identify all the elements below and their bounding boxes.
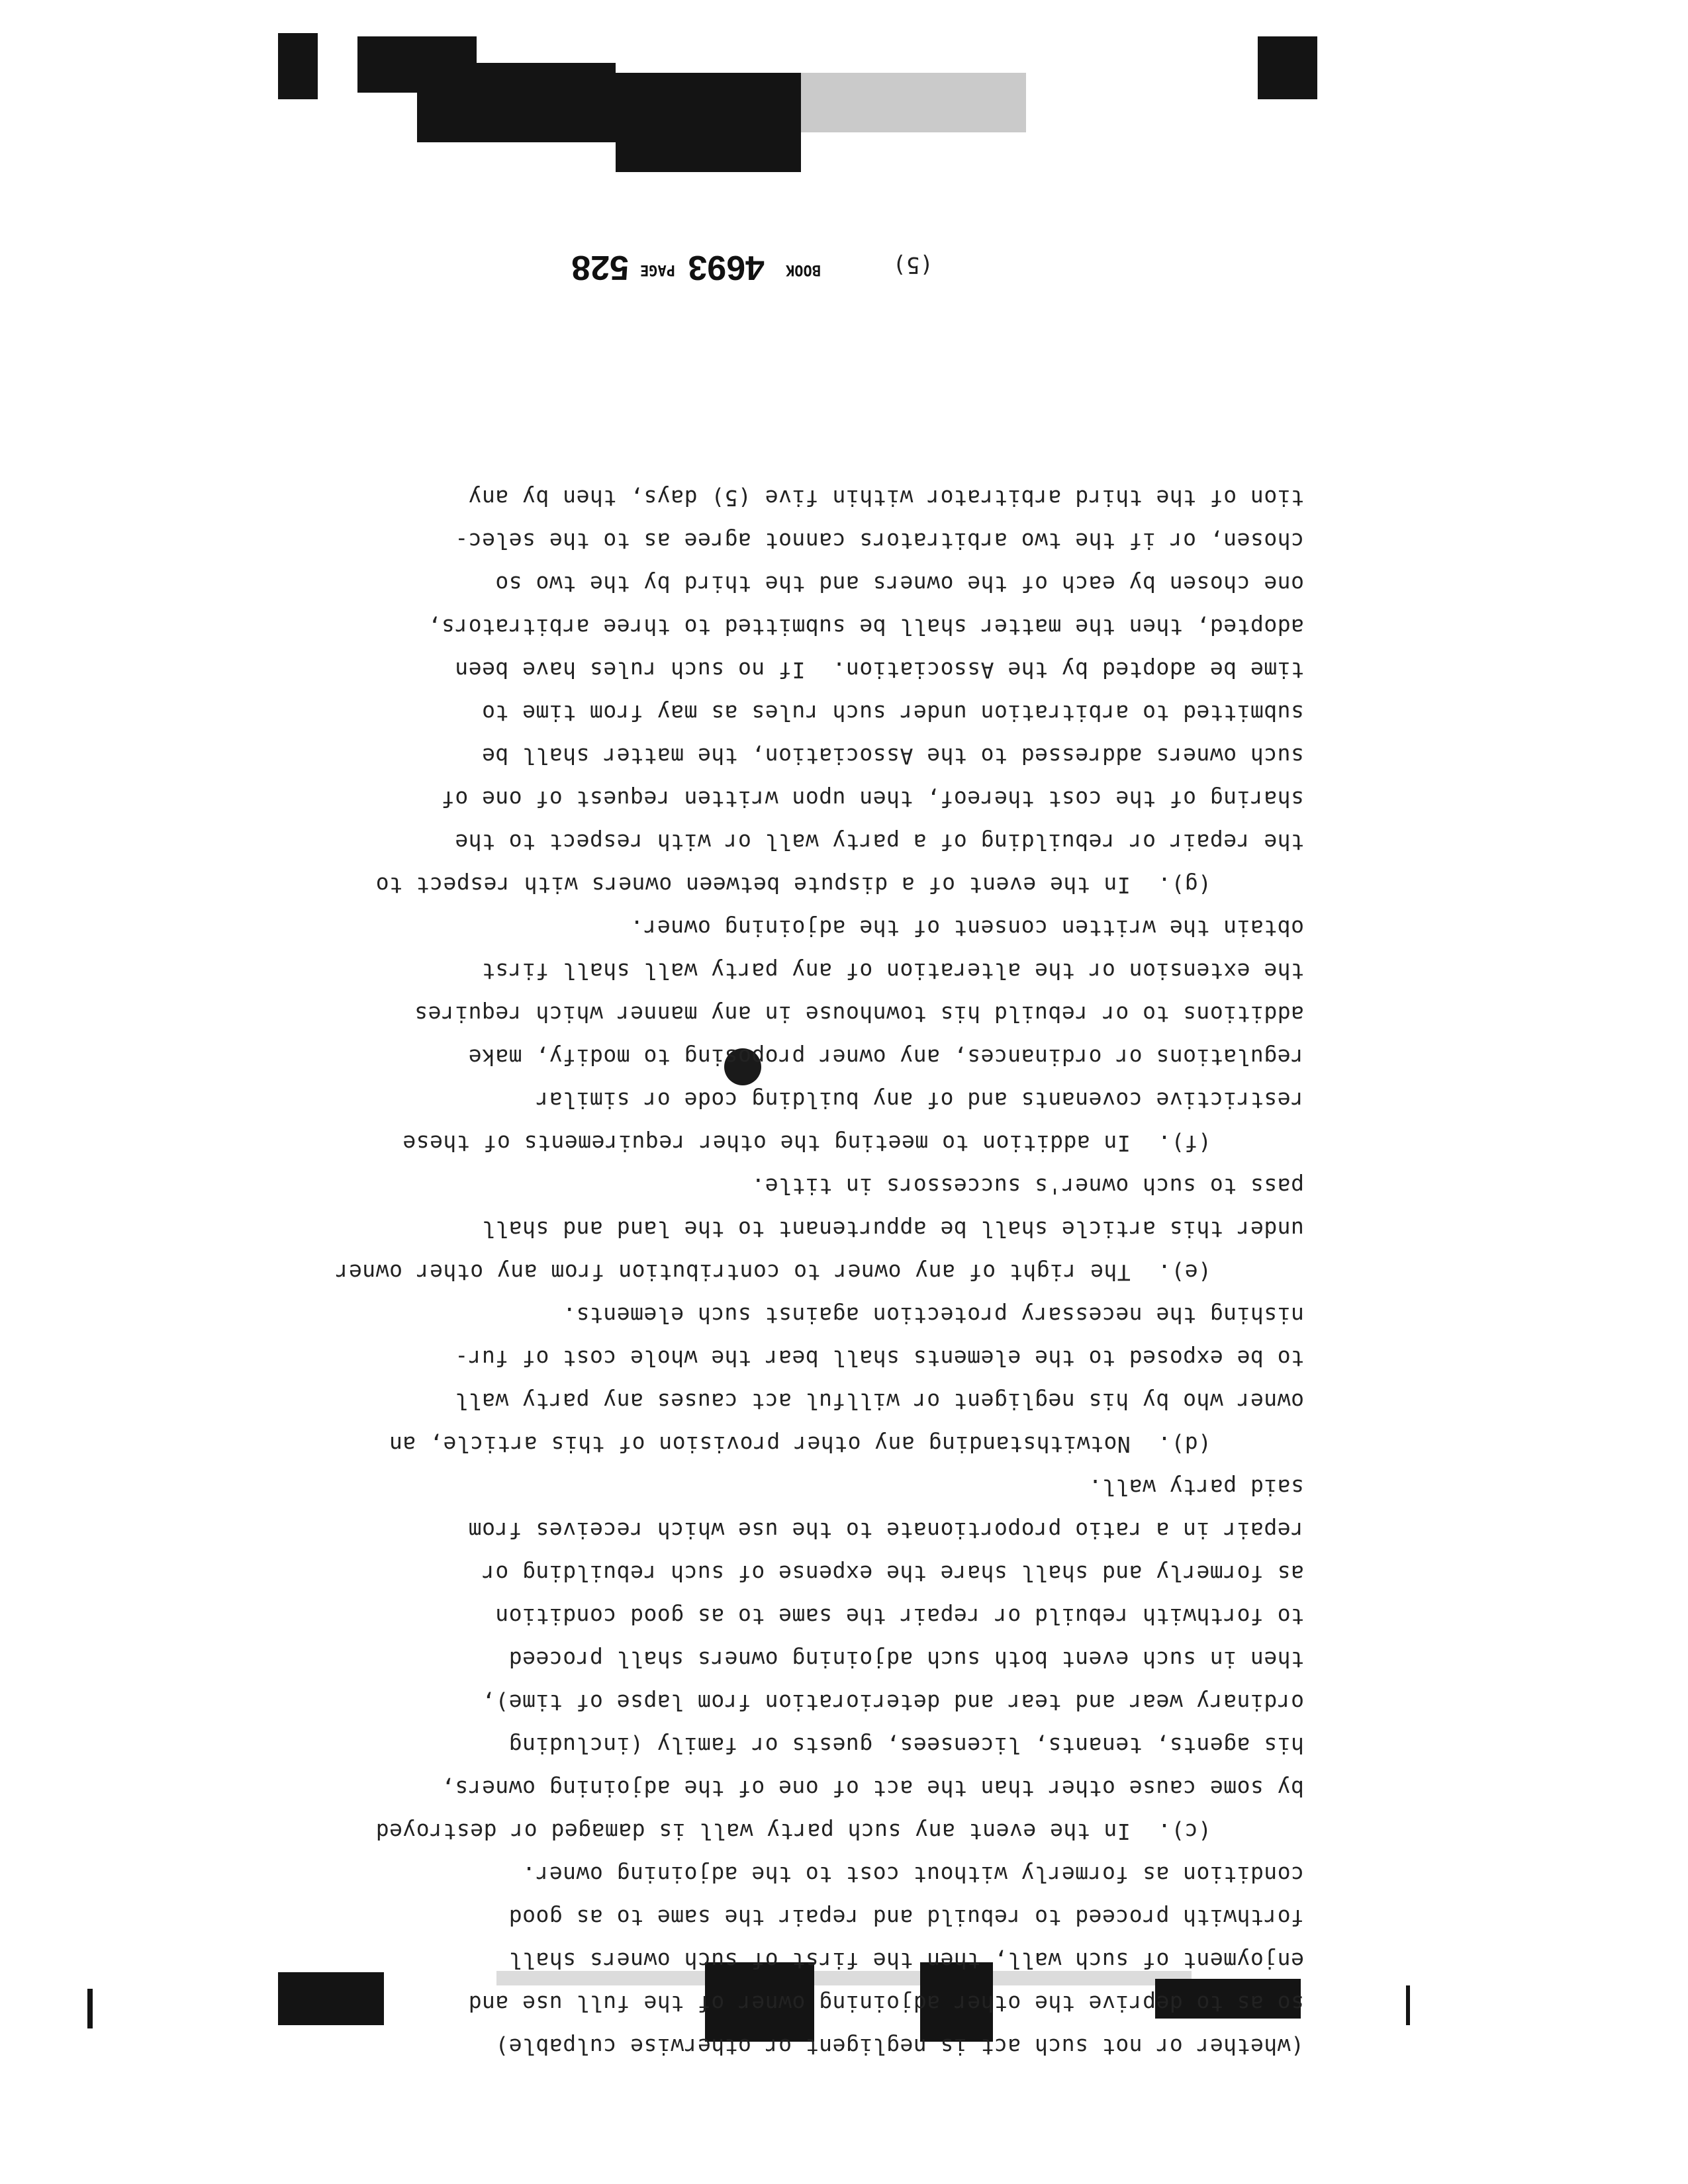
- text-line: restrictive covenants and of any building code or similar: [536, 1087, 1304, 1113]
- paragraph-start: (d). Notwithstanding any other provision of this article, an: [389, 1432, 1211, 1457]
- text-line: pass to such owner's successors in title.: [751, 1173, 1304, 1199]
- text-line: the repair or rebuilding of a party wall or with respect to the: [454, 829, 1304, 855]
- paragraph-start: (f). In addition to meeting the other requirements of these: [402, 1130, 1211, 1156]
- text-line: additions to or rebuild his townhouse in any manner which requires: [414, 1001, 1304, 1027]
- text-line: submitted to arbitration under such rules as may from time to: [481, 700, 1304, 726]
- text-line: by some cause other than the act of one of the adjoining owners,: [441, 1776, 1304, 1801]
- text-line: obtain the written consent of the adjoining owner.: [630, 915, 1304, 941]
- scan-smudge: [801, 73, 1026, 132]
- book-number: 4693: [688, 248, 765, 287]
- registration-mark: [616, 73, 801, 172]
- page-footer-stamp: [0, 232, 1688, 285]
- text-line: time be adopted by the Association. If no such rules have been: [454, 657, 1304, 683]
- registration-mark: [1406, 1985, 1410, 2025]
- paragraph-start: (c). In the event any such party wall is damaged or destroyed: [375, 1819, 1211, 1844]
- registration-mark: [357, 36, 477, 93]
- document-body: [232, 477, 1304, 2068]
- text-line: to be exposed to the elements shall bear the whole cost of fur-: [454, 1345, 1304, 1371]
- text-line: the extension or the alteration of any party wall shall first: [481, 958, 1304, 984]
- text-line: (whether or not such act is negligent or otherwise culpable): [494, 2034, 1304, 2060]
- paragraph-start: (e). The right of any owner to contribution from any other owner: [335, 1259, 1211, 1285]
- text-line: his agents, tenants, licensees, guests or family (including: [508, 1733, 1304, 1758]
- text-line: condition as formerly without cost to the adjoining owner.: [522, 1862, 1304, 1888]
- text-line: repair in a ratio proportionate to the use which receives from: [468, 1518, 1304, 1543]
- text-line: adopted, then the matter shall be submitted to three arbitrators,: [428, 614, 1304, 640]
- registration-mark: [87, 1989, 93, 2028]
- page-value: 528: [571, 248, 629, 287]
- text-line: forthwith proceed to rebuild and repair the same to as good: [508, 1905, 1304, 1931]
- text-line: ordinary wear and tear and deterioration from lapse of time),: [481, 1690, 1304, 1715]
- text-line: such owners addressed to the Association, the matter shall be: [481, 743, 1304, 769]
- paragraph-start: (g). In the event of a dispute between owners with respect to: [375, 872, 1211, 898]
- text-line: enjoyment of such wall, then the first of such owners shall: [508, 1948, 1304, 1974]
- text-line: regulations or ordinances, any owner proposing to modify, make: [468, 1044, 1304, 1070]
- text-line: under this article shall be appurtenant to the land and shall: [481, 1216, 1304, 1242]
- text-line: then in such event both such adjoining owners shall proceed: [508, 1647, 1304, 1672]
- page-label: PAGE: [640, 261, 675, 278]
- registration-mark: [278, 33, 318, 99]
- text-line: nishing the necessary protection against such elements.: [562, 1302, 1304, 1328]
- text-line: tion of the third arbitrator within five (5) days, then by any: [468, 485, 1304, 511]
- book-label: BOOK: [786, 261, 821, 278]
- text-line: said party wall.: [1088, 1475, 1304, 1500]
- page-number: (5): [892, 251, 933, 278]
- text-line: chosen, or if the two arbitrators cannot agree as to the selec-: [454, 528, 1304, 554]
- text-line: owner who by his negligent or willful act causes any party wall: [454, 1388, 1304, 1414]
- text-line: one chosen by each of the owners and the third by the two so: [494, 571, 1304, 597]
- registration-mark: [1258, 36, 1317, 99]
- text-line: so as to deprive the other adjoining owner of the full use and: [468, 1991, 1304, 2017]
- text-line: sharing of the cost thereof, then upon written request of one of: [441, 786, 1304, 812]
- text-line: to forthwith rebuild or repair the same to as good condition: [494, 1604, 1304, 1629]
- text-line: as formerly and shall share the expense of such rebuilding or: [481, 1561, 1304, 1586]
